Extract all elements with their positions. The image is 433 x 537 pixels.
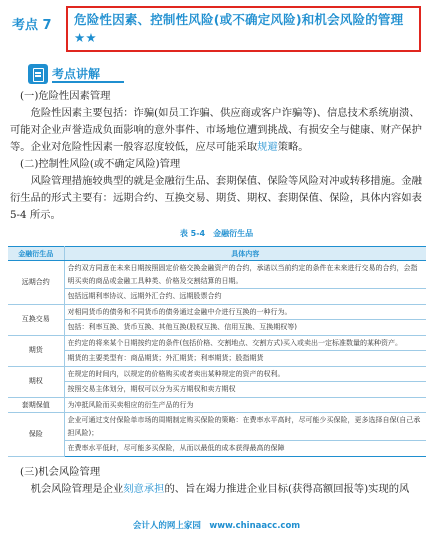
subsection-heading-2: (二)控制性风险(或不确定风险)管理 <box>20 158 181 170</box>
derivative-name: 期货 <box>8 335 64 366</box>
keyword-avoid: 规避 <box>257 141 278 153</box>
section-heading <box>28 64 128 84</box>
table-row <box>8 382 426 398</box>
paragraph-text: 机会风险管理是企业 <box>30 483 124 495</box>
paragraph-control-risk: 风险管理措施较典型的就是金融衍生品、套期保值、保险等风险对冲或转移措施。金融衍生品的形式主要有：远期合约、互换交易、期货、期权、套期保值、保险，具体内容如表 5-4 所示。 <box>10 175 422 221</box>
derivative-detail: 企业可通过支付保险单市场的周期制定购买保险的策略：在费率水平高时，尽可能少买保险，更多选择自保(自己承担风险)； <box>64 413 426 441</box>
derivative-name: 期权 <box>8 366 64 397</box>
table-row <box>8 351 426 367</box>
derivative-name: 套期保值 <box>8 397 64 413</box>
section-heading-underline <box>52 81 124 83</box>
keyword-deliberate: 刻意承担 <box>123 483 165 495</box>
topic-header <box>0 6 433 52</box>
derivative-detail: 对相同货币的债务和不同货币的债务通过金融中介进行互换的一种行为。 <box>64 304 426 320</box>
table-header-row <box>8 247 426 261</box>
body-part-3 <box>10 464 426 498</box>
paragraph-opportunity-risk <box>10 481 426 498</box>
derivative-detail: 期货的主要类型有：商品期货；外汇期货；利率期货；股指期货 <box>64 351 426 367</box>
topic-title-text: 危险性因素、控制性风险(或不确定风险)和机会风险的管理 <box>74 12 404 27</box>
derivative-detail: 在规定的时间内，以规定的价格购买或者卖出某种规定的资产的权利。 <box>64 366 426 382</box>
table-row <box>8 335 426 351</box>
page-footer: 会计人的网上家园 www.chinaacc.com <box>132 521 301 531</box>
table-row <box>8 441 426 457</box>
column-header-derivative: 金融衍生品 <box>8 247 64 261</box>
table-row <box>8 304 426 320</box>
topic-title <box>74 11 413 47</box>
column-header-content: 具体内容 <box>64 247 426 261</box>
subsection-heading-3: (三)机会风险管理 <box>20 466 101 478</box>
derivative-name: 互换交易 <box>8 304 64 335</box>
topic-number: 考点 7 <box>12 18 52 33</box>
derivative-detail: 为冲抵风险而买卖相应的衍生产品的行为 <box>64 397 426 413</box>
derivative-detail: 包括远期利率协议、远期外汇合约、远期股票合约 <box>64 289 426 305</box>
notebook-icon <box>28 64 48 84</box>
topic-title-box <box>66 6 421 52</box>
table-row <box>8 320 426 336</box>
derivatives-table <box>8 246 426 457</box>
subsection-heading-1: (一)危险性因素管理 <box>20 90 111 102</box>
paragraph-text-end: 的、旨在竭力推进企业目标(获得高额回报等)实现的风 <box>164 483 410 495</box>
body-part-1 <box>10 88 426 224</box>
paragraph-text: 危险性因素主要包括：诈骗(如员工诈骗、供应商或客户诈骗等)、信息技术系统崩溃、可能对企业声誉造成负面影响的意外事件、市场地位遭到挑战、有损安全与健康、财产保护等。企业对危险性因素一般容忍度较低，应尽可能采取 <box>10 107 422 153</box>
table-row <box>8 413 426 441</box>
table-row <box>8 261 426 289</box>
table-row <box>8 289 426 305</box>
section-heading-label: 考点讲解 <box>52 67 101 81</box>
derivative-detail: 在约定的将来某个日期按约定的条件(包括价格、交割地点、交割方式)买入或卖出一定标准数量的某种资产。 <box>64 335 426 351</box>
derivative-detail: 按照交易主体划分，期权可以分为买方期权和卖方期权 <box>64 382 426 398</box>
derivative-name: 保险 <box>8 413 64 457</box>
paragraph-risk-factors <box>10 105 426 156</box>
derivative-detail: 在费率水平低时，尽可能多买保险，从而以最低的成本获得最高的保障 <box>64 441 426 457</box>
importance-stars: ★★ <box>74 30 97 45</box>
derivative-detail: 合约双方同意在未来日期按照固定价格交换金融资产的合约，承诺以当前约定的条件在未来进行交易的合约，会指明买卖的商品或金融工具种类、价格及交割结算的日期。 <box>64 261 426 289</box>
table-caption: 表 5-4 金融衍生品 <box>179 229 254 238</box>
table-row <box>8 366 426 382</box>
table-row <box>8 397 426 413</box>
derivative-detail: 包括：利率互换、货币互换、其他互换(股权互换、信用互换、互换期权等) <box>64 320 426 336</box>
paragraph-text-end: 策略。 <box>277 141 309 153</box>
derivative-name: 远期合约 <box>8 261 64 305</box>
